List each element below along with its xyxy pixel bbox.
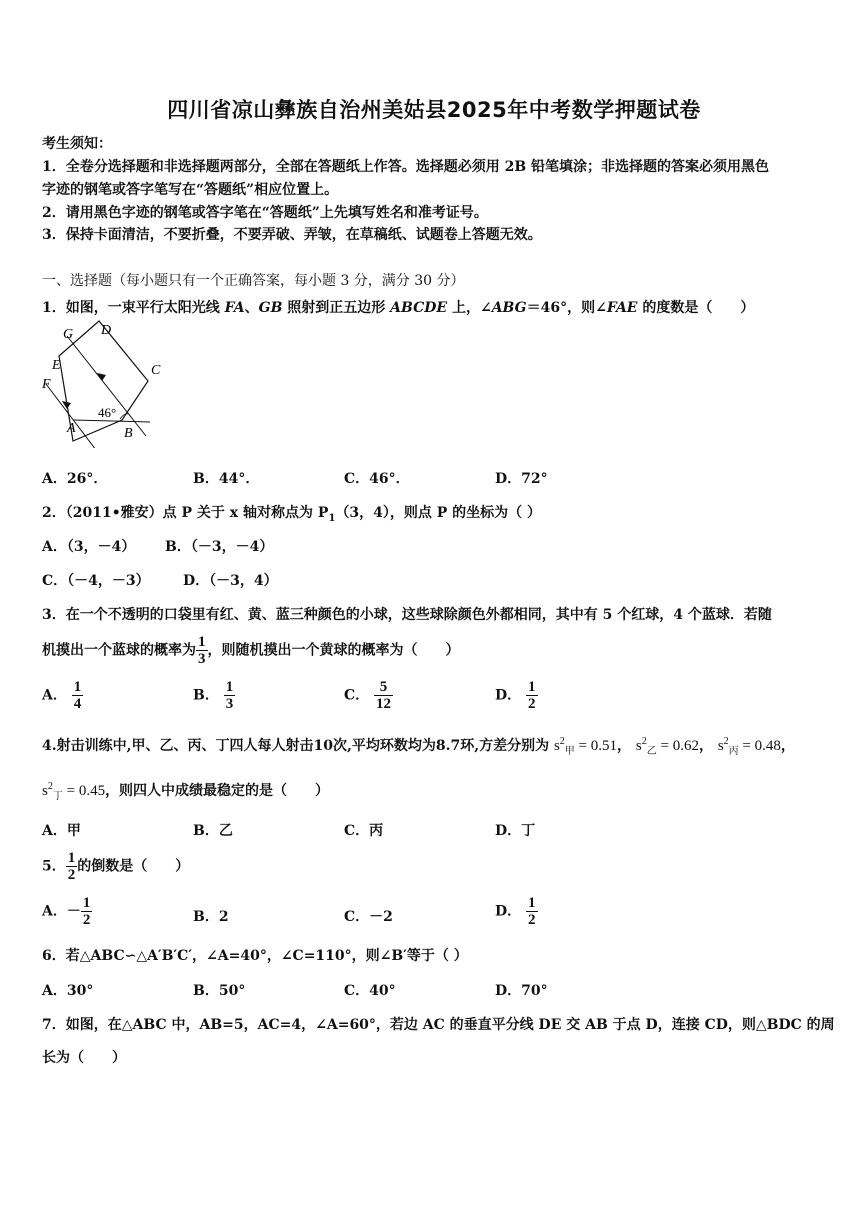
- question-3-line-1: 3．在一个不透明的口袋里有红、黄、蓝三种颜色的小球，这些球除颜色外都相同，其中有 5 个红球，4 个蓝球．若随: [42, 607, 772, 623]
- q3-option-d: D． $\frac{1}{2}$: [495, 679, 536, 712]
- q1-option-d: D．72°: [495, 471, 548, 487]
- q1-option-c: C．46°．: [344, 471, 410, 487]
- question-2-stem: 2．（2011•雅安）点 P 关于 x 轴对称点为 $P_1(3$，4），则点 P 的坐标为（ ）: [42, 505, 542, 524]
- notice-heading: 考生须知：: [42, 136, 112, 152]
- question-4-line-1: 4.射击训练中,甲、乙、丙、丁四人每人射击10次,平均环数均为8.7环,方差分别为 $s^2_甲 = 0.51$， $s^2_乙 = 0.62$， $s^2_丙 = 0.48$，: [42, 736, 795, 757]
- base-line: [73, 420, 150, 422]
- pentagon-figure: [36, 318, 166, 448]
- q5-option-a: A．－ $\frac{1}{2}$: [42, 895, 91, 928]
- q4-option-c: C．丙: [344, 823, 384, 839]
- q2-option-c: C．（－4，－3）: [42, 573, 150, 589]
- label-g: G: [63, 327, 74, 342]
- q3-option-a: A． $\frac{1}{4}$: [42, 679, 82, 712]
- section-heading: 一、选择题（每小题只有一个正确答案，每小题 3 分，满分 30 分）: [42, 273, 465, 289]
- q6-option-c: C．40°: [344, 983, 396, 999]
- q6-option-a: A．30°: [42, 983, 94, 999]
- label-e: E: [52, 358, 61, 373]
- notice-item-1-line-1: 1．全卷分选择题和非选择题两部分，全部在答题纸上作答。选择题必须用 2B 铅笔填涂；非选择题的答案必须用黑色: [42, 159, 770, 175]
- ray-gb-arrow: [97, 373, 106, 381]
- q1-option-a: A．26°．: [42, 471, 108, 487]
- q4-option-a: A．甲: [42, 823, 81, 839]
- question-7-line-1: 7．如图，在△ABC 中，AB=5，AC=4，∠A=60°，若边 AC 的垂直平分线 DE 交 AB 于点 D，连接 CD，则△BDC 的周: [42, 1017, 835, 1033]
- label-a: A: [67, 421, 76, 436]
- q3-option-b: B． $\frac{1}{3}$: [193, 679, 234, 712]
- notice-item-2: 2．请用黑色字迹的钢笔或答字笔在“答题纸”上先填写姓名和准考证号。: [42, 205, 488, 221]
- page-title: 四川省凉山彝族自治州美姑县2025年中考数学押题试卷: [167, 98, 701, 122]
- q4-option-d: D．丁: [495, 823, 536, 839]
- q5-option-d: D． $\frac{1}{2}$: [495, 895, 536, 928]
- ray-fa-arrow: [62, 401, 71, 409]
- label-f: F: [42, 377, 51, 392]
- q6-option-d: D．70°: [495, 983, 548, 999]
- fraction: $\frac{1}{3}$: [198, 634, 206, 667]
- label-b: B: [124, 426, 133, 441]
- notice-item-3: 3．保持卡面清洁，不要折叠，不要弄破、弄皱，在草稿纸、试题卷上答题无效。: [42, 227, 542, 243]
- q5-option-b: B．2: [193, 909, 229, 925]
- label-c: C: [151, 363, 161, 378]
- label-d: D: [101, 323, 112, 338]
- question-6-stem: 6．若△ABC∽△A′B′C′，∠A=40°，∠C=110°，则∠B′等于（ ）: [42, 948, 468, 964]
- q4-option-b: B．乙: [193, 823, 233, 839]
- label-angle: 46°: [98, 405, 117, 420]
- q2-option-d: D．（－3，4）: [183, 573, 278, 589]
- ray-fa: [46, 384, 96, 448]
- notice-item-1-line-2: 字迹的钢笔或答字笔写在“答题纸”相应位置上。: [42, 182, 339, 198]
- q2-option-a: A．（3，－4）: [42, 539, 136, 555]
- q3-option-c: C． $\frac{5}{12}$: [344, 679, 392, 712]
- q1-option-b: B．44°．: [193, 471, 260, 487]
- question-7-line-2: 长为（ ）: [42, 1050, 126, 1066]
- question-5-stem: 5． $\frac{1}{2}$ 的倒数是（ ）: [42, 850, 190, 883]
- q5-option-c: C．－2: [344, 909, 393, 925]
- q2-option-b: B．（－3，－4）: [165, 539, 274, 555]
- question-3-line-2: 机摸出一个蓝球的概率为 $\frac{1}{3}$ ，则随机摸出一个黄球的概率为（ ）: [42, 634, 460, 667]
- question-4-line-2: $s^2_丁 = 0.45$，则四人中成绩最稳定的是（ ）: [42, 781, 330, 802]
- question-1-stem: 1．如图，一束平行太阳光线 FA、GB 照射到正五边形 ABCDE 上，∠ABG＝46°，则∠FAE 的度数是（ ）: [42, 300, 755, 316]
- q6-option-b: B．50°: [193, 983, 246, 999]
